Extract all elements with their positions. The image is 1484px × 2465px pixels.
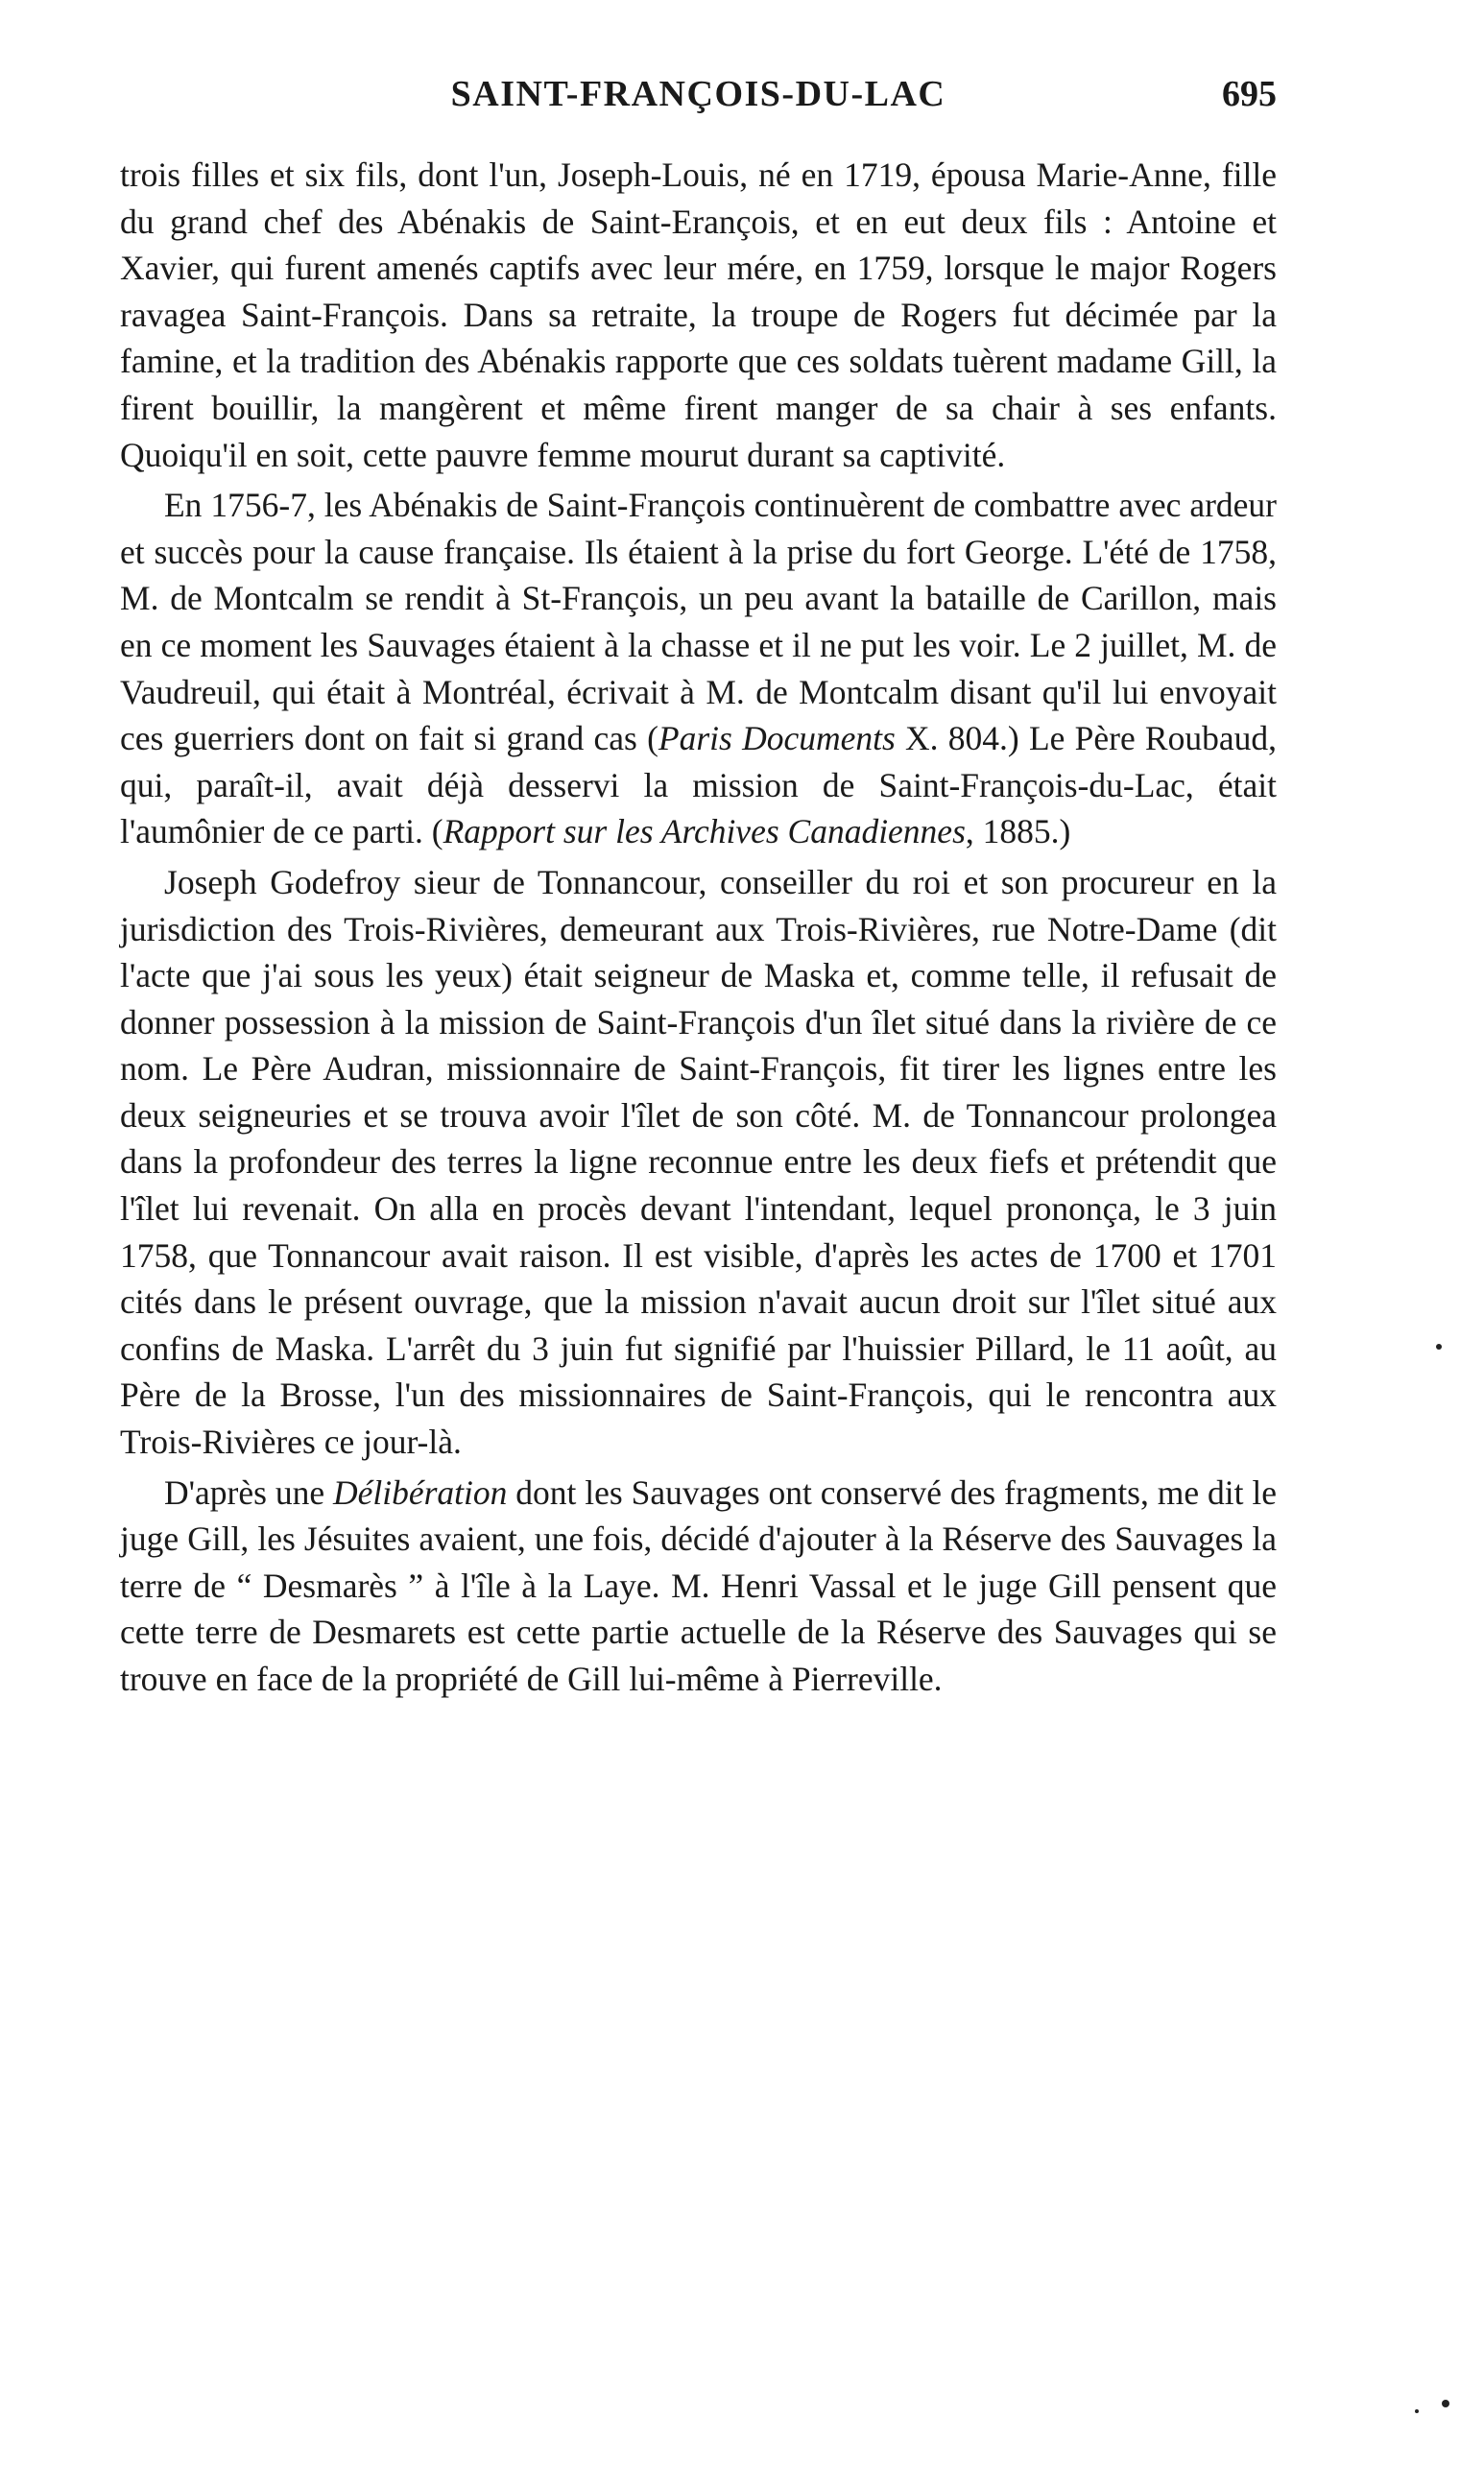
paragraph bbox=[120, 152, 1277, 478]
paragraph-text: dont les Sauvages ont conservé des fragments, me dit le juge Gill, les Jésuites avaient, une fois, décidé d'ajouter à la Réserve des Sauvages la terre de “ Desmarès ” à l'île à la Laye. M. Henri Vassal et le juge Gill pensent que cette terre de Desmarets est cette partie actuelle de la Réserve des Sauvages qui se trouve en face de la propriété de Gill lui-même à Pierreville. bbox=[120, 1472, 1277, 1698]
scan-speck bbox=[1415, 2409, 1419, 2413]
paragraph-text: Joseph Godefroy sieur de Tonnancour, conseiller du roi et son procureur en la jurisdiction des Trois-Rivières, demeurant aux Trois-Rivières, rue Notre-Dame (dit l'acte que j'ai sous les yeux) était seigneur de Maska et, comme telle, il refusait de donner possession à la mission de Saint-François d'un îlet situé dans la rivière de ce nom. Le Père Audran, missionnaire de Saint-François, fit tirer les lignes entre les deux seigneuries et se trouva avoir l'îlet de son côté. M. de Tonnancour prolongea dans la profondeur des terres la ligne reconnue entre les deux fiefs et prétendit que l'îlet lui revenait. On alla en procès devant l'intendant, lequel prononça, le 3 juin 1758, que Tonnancour avait raison. Il est visible, d'après les actes de 1700 et 1701 cités dans le présent ouvrage, que la mission n'avait aucun droit sur l'îlet situé aux confins de Maska. L'arrêt du 3 juin fut signifié par l'huissier Pillard, le 11 août, au Père de la Brosse, l'un des missionnaires de Saint-François, qui le rencontra aux Trois-Rivières ce jour-là. bbox=[120, 862, 1277, 1462]
paragraph-text: En 1756-7, les Abénakis de Saint-François continuèrent de combattre avec ardeur et succès pour la cause française. Ils étaient à la prise du fort George. L'été de 1758, M. de Montcalm se rendit à St-François, un peu avant la bataille de Carillon, mais en ce moment les Sauvages étaient à la chasse et il ne put les voir. Le 2 juillet, M. de Vaudreuil, qui était à Montréal, écrivait à M. de Montcalm disant qu'il lui envoyait ces guerriers dont on fait si grand cas ( bbox=[120, 486, 1277, 758]
scan-specks bbox=[1388, 0, 1484, 2465]
italic-citation: Paris Documents bbox=[658, 719, 896, 758]
paragraph bbox=[120, 482, 1277, 855]
paragraph-text: trois filles et six fils, dont l'un, Joseph-Louis, né en 1719, épousa Marie-Anne, fille du grand chef des Abénakis de Saint-Erançois, et en eut deux fils : Antoine et Xavier, qui furent amenés captifs avec leur mére, en 1759, lorsque le major Rogers ravagea Saint-François. Dans sa retraite, la troupe de Rogers fut décimée par la famine, et la tradition des Abénakis rapporte que ces soldats tuèrent madame Gill, la firent bouillir, la mangèrent et même firent manger de sa chair à ses enfants. Quoiqu'il en soit, cette pauvre femme mourut durant sa captivité. bbox=[120, 156, 1277, 474]
paragraph bbox=[120, 1470, 1277, 1703]
paragraph-text: D'après une bbox=[164, 1472, 333, 1512]
running-head: SAINT-FRANÇOIS-DU-LAC bbox=[450, 74, 946, 114]
italic-citation: Délibération bbox=[332, 1472, 508, 1512]
paragraph-text: , 1885.) bbox=[965, 812, 1071, 851]
scan-speck bbox=[1442, 2400, 1449, 2407]
page-header bbox=[120, 73, 1277, 131]
paragraph-text: X. 804.) Le Père Roubaud, qui, paraît-il, avait déjà desservi la mission de Saint-François-du-Lac, était l'aumônier de ce parti. ( bbox=[120, 719, 1277, 851]
page-number: 695 bbox=[1222, 74, 1277, 114]
paragraph bbox=[120, 859, 1277, 1466]
scan-speck bbox=[1436, 1344, 1442, 1350]
body-text bbox=[120, 152, 1277, 1703]
italic-citation: Rapport sur les Archives Canadiennes bbox=[443, 812, 966, 851]
